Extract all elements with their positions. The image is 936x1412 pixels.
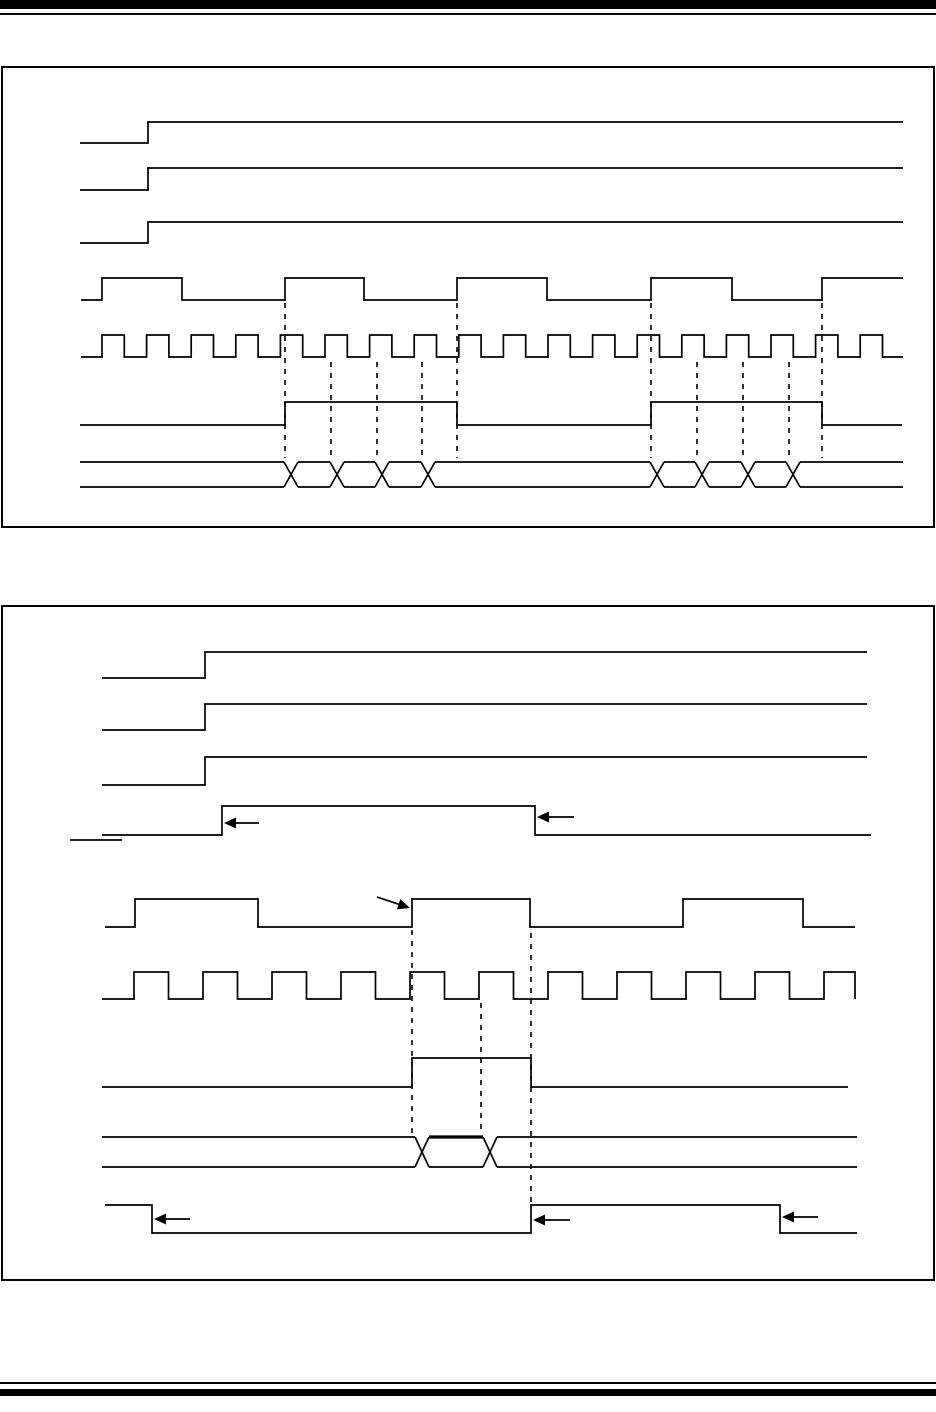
bit-clock-signal (81, 335, 903, 357)
timing-arrow-head (533, 1215, 545, 1226)
supply-signal-3 (80, 222, 903, 243)
frame-sync-signal (81, 278, 903, 300)
supply-signal-3 (102, 757, 867, 785)
figure-box (2, 67, 934, 527)
ready-signal (105, 1205, 857, 1233)
timing-arrow-head (224, 818, 236, 829)
frame-sync-signal (105, 899, 855, 927)
footer-thin-rule (0, 1382, 936, 1384)
strobe-signal (80, 402, 902, 425)
timing-diagram-1 (2, 67, 934, 527)
supply-signal-1 (80, 122, 903, 143)
figure-box (2, 606, 934, 1280)
strobe-signal (102, 1058, 848, 1087)
supply-signal-2 (102, 704, 867, 730)
timing-arrow-head (782, 1212, 794, 1223)
data-bus (102, 1137, 857, 1167)
supply-signal-2 (80, 168, 903, 190)
bit-clock-signal (102, 972, 855, 999)
edge-pointer-arrow-head (397, 899, 410, 909)
footer-thick-rule (0, 1389, 936, 1396)
edge-pointer-arrow (377, 897, 401, 905)
reset-pulse-signal (102, 806, 871, 835)
data-bus (80, 462, 903, 487)
timing-arrow-head (537, 812, 549, 823)
supply-signal-1 (102, 652, 867, 678)
timing-diagram-2 (2, 606, 934, 1280)
timing-arrow-head (154, 1214, 166, 1225)
